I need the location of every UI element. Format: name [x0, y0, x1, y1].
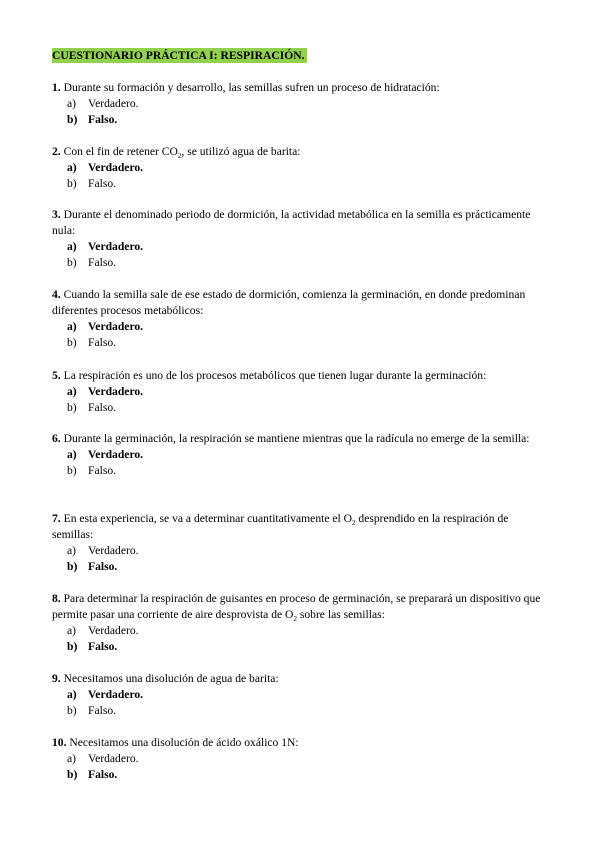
page-title: CUESTIONARIO PRÁCTICA I: RESPIRACIÓN.	[52, 49, 305, 62]
question-number: 3.	[52, 208, 61, 221]
question-number: 7.	[52, 512, 61, 525]
question-2	[52, 144, 552, 192]
question-text: 7. En esta experiencia, se va a determinar cuantitativamente el $O_2$ desprendido en la respiración de semillas:	[52, 512, 509, 541]
option-b: b) Falso.	[67, 256, 117, 269]
question-6	[52, 431, 552, 479]
option-b: b) Falso.	[67, 401, 117, 414]
question-5	[52, 368, 552, 416]
question-number: 5.	[52, 369, 61, 382]
options-list	[52, 751, 552, 783]
question-text: 1. Durante su formación y desarrollo, las semillas sufren un proceso de hidratación:	[52, 81, 440, 94]
options-list	[52, 623, 552, 655]
option-b: b) Falso.	[67, 464, 117, 477]
question-text: 6. Durante la germinación, la respiración se mantiene mientras que la radícula no emerge de la semilla:	[52, 432, 530, 445]
options-list	[52, 543, 552, 575]
question-8	[52, 591, 552, 655]
question-1	[52, 80, 552, 128]
option-a: a) Verdadero.	[67, 448, 144, 461]
option-a: a) Verdadero.	[67, 752, 139, 765]
options-list	[52, 447, 552, 479]
question-text: 5. La respiración es uno de los procesos metabólicos que tienen lugar durante la germinación:	[52, 369, 487, 382]
question-text: 9. Necesitamos una disolución de agua de barita:	[52, 672, 279, 685]
subscript: 2	[293, 615, 297, 623]
option-b: b) Falso.	[67, 113, 118, 126]
option-a: a) Verdadero.	[67, 544, 139, 557]
option-a: a) Verdadero.	[67, 320, 144, 333]
option-a: a) Verdadero.	[67, 688, 144, 701]
option-a: a) Verdadero.	[67, 385, 144, 398]
question-10	[52, 735, 552, 783]
option-a: a) Verdadero.	[67, 161, 144, 174]
question-text: 4. Cuando la semilla sale de ese estado de dormición, comienza la germinación, en donde predominan diferentes procesos metabólicos:	[52, 288, 526, 317]
option-b: b) Falso.	[67, 768, 118, 781]
option-b: b) Falso.	[67, 560, 118, 573]
options-list	[52, 160, 552, 192]
options-list	[52, 96, 552, 128]
question-number: 2.	[52, 145, 61, 158]
option-b: b) Falso.	[67, 704, 117, 717]
question-number: 8.	[52, 592, 61, 605]
question-text: 10. Necesitamos una disolución de ácido oxálico 1N:	[52, 736, 299, 749]
option-b: b) Falso.	[67, 336, 117, 349]
question-number: 6.	[52, 432, 61, 445]
options-list	[52, 384, 552, 416]
question-number: 1.	[52, 81, 61, 94]
question-9	[52, 671, 552, 719]
options-list	[52, 239, 552, 271]
options-list	[52, 687, 552, 719]
question-text: 8. Para determinar la respiración de guisantes en proceso de germinación, se preparará un dispositivo que permite pasar una corriente de aire desprovista de $O_2$ sobre las semillas:	[52, 592, 541, 623]
option-a: a) Verdadero.	[67, 240, 144, 253]
subscript: 2	[177, 152, 182, 160]
option-b: b) Falso.	[67, 640, 118, 653]
option-a: a) Verdadero.	[67, 97, 139, 110]
question-4	[52, 287, 552, 351]
question-number: 4.	[52, 288, 61, 301]
question-text: 3. Durante el denominado periodo de dormición, la actividad metabólica en la semilla es prácticamente nula:	[52, 208, 531, 237]
question-text: 2. Con el fin de retener $CO_2$, se utilizó agua de barita:	[52, 145, 301, 160]
question-7	[52, 511, 552, 575]
question-number: 9.	[52, 672, 61, 685]
option-b: b) Falso.	[67, 177, 117, 190]
question-3	[52, 207, 552, 271]
options-list	[52, 319, 552, 351]
option-a: a) Verdadero.	[67, 624, 139, 637]
question-number: 10.	[52, 736, 67, 749]
subscript: 2	[352, 519, 356, 527]
